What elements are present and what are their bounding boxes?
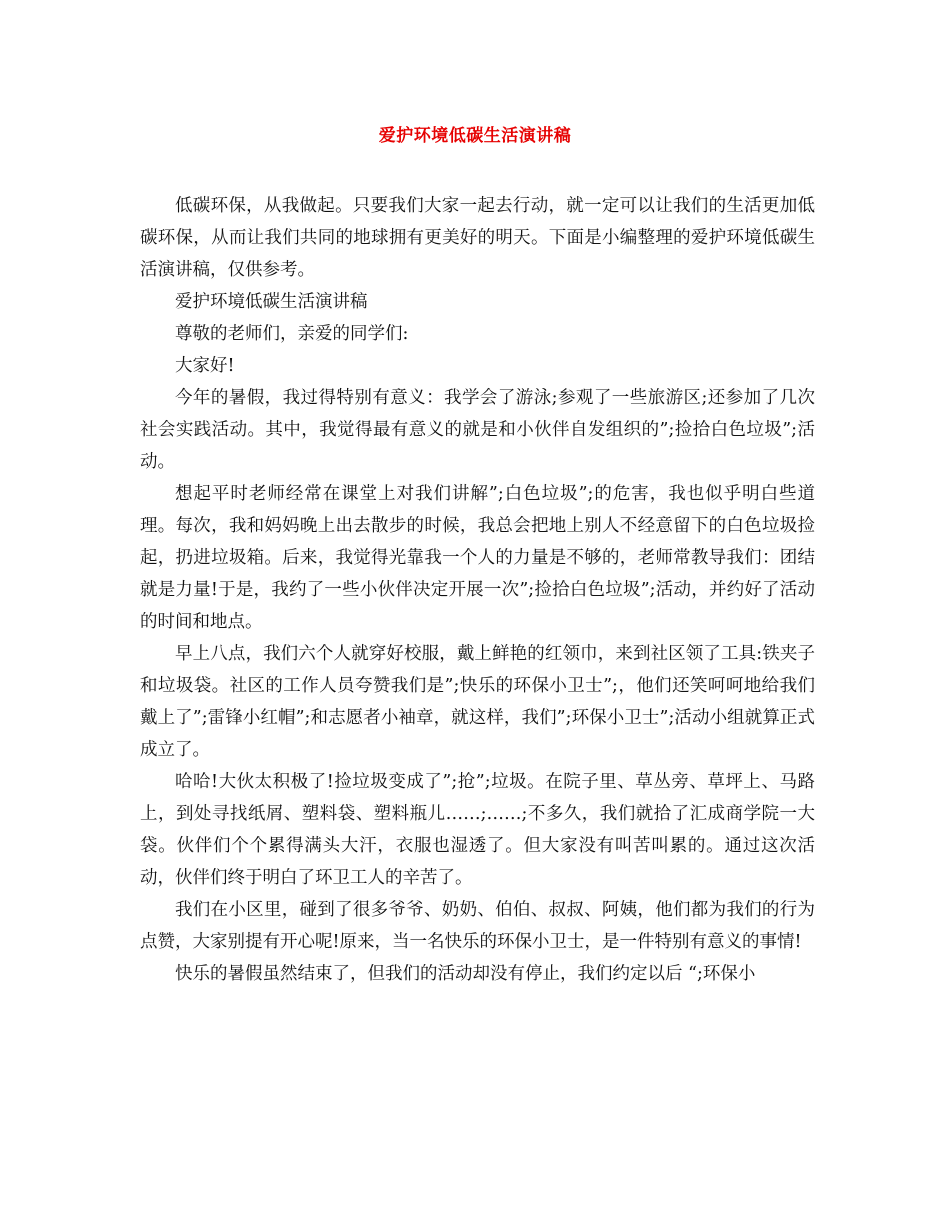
paragraph: 爱护环境低碳生活演讲稿 (175, 292, 368, 312)
paragraph: 快乐的暑假虽然结束了，但我们的活动却没有停止，我们约定以后 “;环保小 (175, 964, 756, 984)
paragraph: 大家好! (175, 356, 235, 376)
paragraph: 尊敬的老师们，亲爱的同学们: (175, 324, 409, 344)
paragraph: 今年的暑假，我过得特别有意义：我学会了游泳;参观了一些旅游区;还参加了几次社会实践活动。其中，我觉得最有意义的就是和小伙伴自发组织的”;捡拾白色垃圾”;活动。 (140, 388, 815, 472)
paragraph: 想起平时老师经常在课堂上对我们讲解”;白色垃圾”;的危害，我也似乎明白些道理。每次，我和妈妈晚上出去散步的时候，我总会把地上别人不经意留下的白色垃圾捡起，扔进垃圾箱。后来，我觉得光靠我一个人的力量是不够的，老师常教导我们：团结就是力量!于是，我约了一些小伙伴决定开展一次”;捡拾白色垃圾”;活动，并约好了活动的时间和地点。 (140, 484, 815, 632)
paragraph: 我们在小区里，碰到了很多爷爷、奶奶、伯伯、叔叔、阿姨，他们都为我们的行为点赞，大家别提有开心呢!原来，当一名快乐的环保小卫士，是一件特别有意义的事情! (140, 900, 815, 952)
document-title: 爱护环境低碳生活演讲稿 (378, 126, 572, 146)
paragraph: 早上八点，我们六个人就穿好校服，戴上鲜艳的红领巾，来到社区领了工具:铁夹子和垃圾袋。社区的工作人员夸赞我们是”;快乐的环保小卫士”;，他们还笑呵呵地给我们戴上了”;雷锋小红帽”;和志愿者小袖章，就这样，我们”;环保小卫士”;活动小组就算正式成立了。 (140, 644, 815, 760)
paragraph: 哈哈!大伙太积极了!捡垃圾变成了”;抢”;垃圾。在院子里、草丛旁、草坪上、马路上，到处寻找纸屑、塑料袋、塑料瓶儿……;……;不多久，我们就拾了汇成商学院一大袋。伙伴们个个累得满头大汗，衣服也湿透了。但大家没有叫苦叫累的。通过这次活动，伙伴们终于明白了环卫工人的辛苦了。 (140, 772, 815, 888)
document-body (140, 190, 815, 990)
paragraph: 低碳环保，从我做起。只要我们大家一起去行动，就一定可以让我们的生活更加低碳环保，从而让我们共同的地球拥有更美好的明天。下面是小编整理的爱护环境低碳生活演讲稿，仅供参考。 (140, 196, 815, 280)
